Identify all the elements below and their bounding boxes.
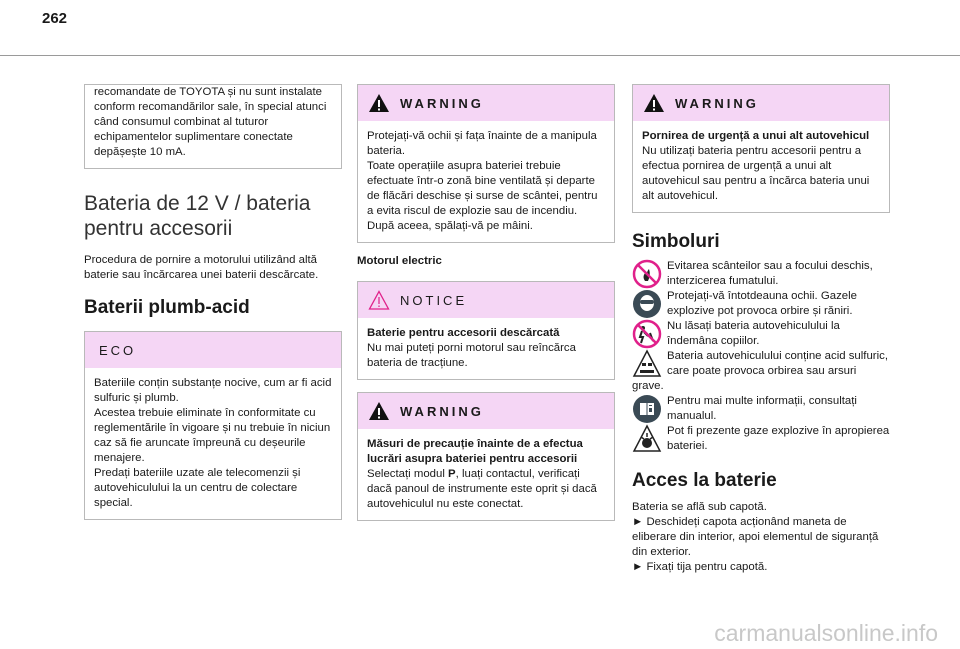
no-flame-icon xyxy=(632,259,662,289)
warning-text: Nu utilizați bateria pentru accesorii pentru a efectua pornirea de urgență a unui alt autovehicul sau pentru a încărca bateria unui alt autovehicul. xyxy=(642,145,870,202)
symbol-row xyxy=(632,289,890,319)
warning-label: WARNING xyxy=(675,95,759,111)
access-intro: Bateria se află sub capotă. xyxy=(632,501,767,513)
warning-line: După aceea, spălați-vă pe mâini. xyxy=(367,220,533,232)
warning-box-header xyxy=(358,393,614,429)
warning-label: WARNING xyxy=(400,403,484,419)
notice-box-body xyxy=(358,318,614,379)
column-right xyxy=(632,84,890,575)
warning-box-header xyxy=(358,85,614,121)
eco-box-header xyxy=(85,332,341,368)
warning-triangle-icon xyxy=(368,93,390,113)
subheading-electric-motor: Motorul electric xyxy=(357,255,442,267)
warning-box-protection xyxy=(357,84,615,243)
notice-text: Nu mai puteți porni motorul sau reîncărca bateria de tracțiune. xyxy=(367,342,576,369)
warning-box-body xyxy=(358,121,614,242)
symbol-row xyxy=(632,349,890,394)
warning-box-body xyxy=(633,121,889,212)
warning-box-header xyxy=(633,85,889,121)
subheading-lead-acid: Baterii plumb-acid xyxy=(84,297,250,318)
notice-triangle-icon xyxy=(368,290,390,310)
symbol-row xyxy=(632,259,890,289)
access-step: ► Deschideți capota acționând maneta de eliberare din interior, apoi elementul de siguranță din exterior. xyxy=(632,516,879,558)
access-step: ► Fixați tija pentru capotă. xyxy=(632,561,768,573)
corrosive-icon xyxy=(632,349,662,379)
section-heading-battery: Bateria de 12 V / bateria pentru accesorii xyxy=(84,192,311,240)
eco-line: Acestea trebuie eliminate în conformitate cu reglementările în vigoare și nu trebuie în niciun caz să fie aruncate împreună cu deșeurile menajere. xyxy=(94,407,331,464)
warning-box-body xyxy=(358,429,614,520)
symbol-text: Bateria autovehiculului conține acid sulfuric, care poate provoca orbirea sau arsuri grave. xyxy=(632,350,888,392)
warning-triangle-icon xyxy=(368,401,390,421)
symbol-text: Pot fi prezente gaze explozive în apropierea bateriei. xyxy=(667,425,890,452)
warning-line: Protejați-vă ochii și fața înainte de a manipula bateria. xyxy=(367,130,597,157)
no-children-icon xyxy=(632,319,662,349)
explosive-icon xyxy=(632,424,662,454)
intro-box xyxy=(84,84,342,169)
top-divider xyxy=(0,55,960,56)
warning-label: WARNING xyxy=(400,95,484,111)
warning-text: Selectați modul P, luați contactul, verificați dacă panoul de instrumente este oprit și dacă autovehiculul nu este conectat. xyxy=(367,468,597,510)
warning-line: Toate operațiile asupra bateriei trebuie efectuate într-o zonă bine ventilată și departe de flăcări deschise și surse de scântei, pentru a evita riscul de explozie sau de incendiu. xyxy=(367,160,598,217)
eco-line: Bateriile conțin substanțe nocive, cum ar fi acid sulfuric și plumb. xyxy=(94,377,332,404)
symbol-row xyxy=(632,319,890,349)
eco-box xyxy=(84,331,342,520)
warning-triangle-icon xyxy=(643,93,665,113)
eco-box-body xyxy=(85,368,341,519)
mode-p: P xyxy=(448,468,456,480)
symbol-text: Pentru mai multe informații, consultați manualul. xyxy=(667,395,857,422)
notice-title: Baterie pentru accesorii descărcată xyxy=(367,327,560,339)
symbol-text: Protejați-vă întotdeauna ochii. Gazele explozive pot provoca orbire și răniri. xyxy=(667,290,857,317)
battery-intro-text: Procedura de pornire a motorului utilizând altă baterie sau încărcarea unei baterii descărcate. xyxy=(84,254,319,281)
manual-icon xyxy=(632,394,662,424)
eco-label: ECO xyxy=(99,342,137,358)
eye-protection-icon xyxy=(632,289,662,319)
intro-box-text: recomandate de TOYOTA și nu sunt instalate conform recomandărilor sale, în special atunci când consumul combinat al tuturor echipamentelor suplimentare conectate depășește 10 mA. xyxy=(94,86,327,158)
symbol-text: Nu lăsați bateria autovehiculului la îndemâna copiilor. xyxy=(667,320,840,347)
warning-box-jumpstart xyxy=(632,84,890,213)
warning-title: Măsuri de precauție înainte de a efectua lucrări asupra bateriei pentru accesorii xyxy=(367,438,583,465)
symbol-row xyxy=(632,424,890,454)
notice-box-header xyxy=(358,282,614,318)
access-heading: Acces la baterie xyxy=(632,470,777,491)
notice-box xyxy=(357,281,615,380)
eco-line: Predați bateriile uzate ale telecomenzii și autovehiculului la un centru de colectare special. xyxy=(94,467,301,509)
column-left xyxy=(84,84,342,532)
symbols-heading: Simboluri xyxy=(632,231,720,252)
symbol-text: Evitarea scânteilor sau a focului deschis, interzicerea fumatului. xyxy=(667,260,873,287)
symbol-row xyxy=(632,394,890,424)
watermark: carmanualsonline.info xyxy=(714,620,938,646)
page-number: 262 xyxy=(42,10,68,27)
notice-label: NOTICE xyxy=(400,292,468,308)
column-middle xyxy=(357,84,615,533)
warning-title: Pornirea de urgență a unui alt autovehicul xyxy=(642,130,870,142)
warning-box-precautions xyxy=(357,392,615,521)
